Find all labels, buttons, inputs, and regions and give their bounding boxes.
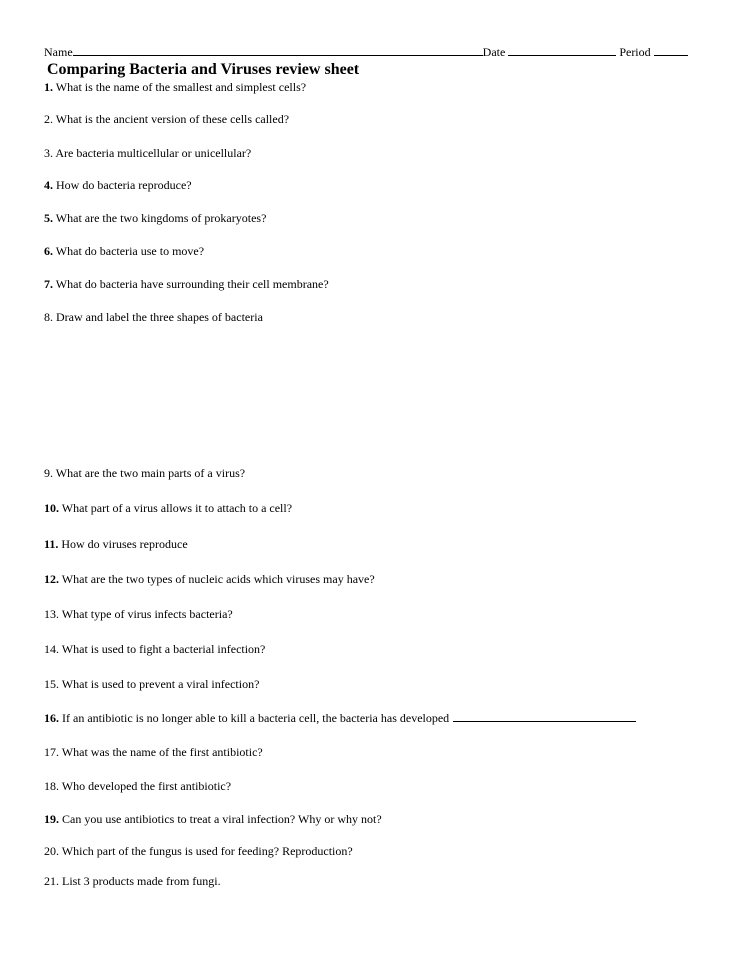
question-number: 10. — [44, 501, 59, 515]
question-item — [44, 537, 188, 552]
question-item — [44, 80, 306, 95]
header-line — [44, 44, 706, 60]
question-item — [44, 112, 289, 127]
question-item — [44, 779, 231, 794]
date-field[interactable] — [508, 44, 616, 56]
period-field[interactable] — [654, 44, 688, 56]
question-text: What was the name of the first antibiotic? — [61, 745, 263, 759]
question-text: List 3 products made from fungi. — [62, 874, 221, 888]
question-text: What type of virus infects bacteria? — [61, 607, 233, 621]
question-text: What part of a virus allows it to attach to a cell? — [61, 501, 293, 515]
name-label: Name — [44, 45, 73, 59]
question-number: 19. — [44, 812, 59, 826]
question-number: 14. — [44, 642, 59, 656]
question-item — [44, 277, 329, 292]
answer-blank[interactable] — [453, 711, 636, 722]
question-item — [44, 211, 266, 226]
question-number: 13. — [44, 607, 59, 621]
question-number: 18. — [44, 779, 59, 793]
question-number: 6. — [44, 244, 53, 258]
question-item — [44, 178, 192, 193]
question-text: What do bacteria have surrounding their cell membrane? — [55, 277, 329, 291]
question-text: What is the ancient version of these cells called? — [55, 112, 290, 126]
question-item — [44, 146, 251, 161]
period-label: Period — [619, 45, 651, 59]
question-number: 21. — [44, 874, 59, 888]
question-number: 7. — [44, 277, 53, 291]
question-number: 1. — [44, 80, 53, 94]
question-text: If an antibiotic is no longer able to kill a bacteria cell, the bacteria has developed — [62, 711, 450, 725]
question-text: What is used to fight a bacterial infection? — [61, 642, 266, 656]
question-text: How do viruses reproduce — [61, 537, 188, 551]
question-number: 12. — [44, 572, 59, 586]
question-item — [44, 711, 636, 726]
question-text: What are the two main parts of a virus? — [55, 466, 246, 480]
question-text: What are the two types of nucleic acids which viruses may have? — [61, 572, 375, 586]
question-text: Can you use antibiotics to treat a viral infection? Why or why not? — [62, 812, 382, 826]
question-item — [44, 244, 204, 259]
question-text: What are the two kingdoms of prokaryotes? — [55, 211, 267, 225]
question-item — [44, 466, 245, 481]
question-number: 17. — [44, 745, 59, 759]
question-number: 9. — [44, 466, 53, 480]
question-number: 16. — [44, 711, 59, 725]
question-item — [44, 812, 382, 827]
question-text: What is the name of the smallest and simplest cells? — [55, 80, 307, 94]
question-item — [44, 607, 233, 622]
question-item — [44, 310, 263, 325]
question-number: 3. — [44, 146, 53, 160]
question-item — [44, 844, 353, 859]
question-item — [44, 572, 375, 587]
question-number: 11. — [44, 537, 59, 551]
date-label: Date — [482, 45, 506, 59]
question-number: 15. — [44, 677, 59, 691]
question-text: Draw and label the three shapes of bacteria — [56, 310, 263, 324]
question-item — [44, 501, 292, 516]
question-text: Are bacteria multicellular or unicellular? — [55, 146, 252, 160]
question-text: What is used to prevent a viral infection? — [61, 677, 260, 691]
question-item — [44, 677, 259, 692]
question-text: Which part of the fungus is used for feeding? Reproduction? — [61, 844, 353, 858]
question-number: 8. — [44, 310, 53, 324]
question-item — [44, 642, 265, 657]
question-number: 20. — [44, 844, 59, 858]
page-title: Comparing Bacteria and Viruses review sheet — [47, 61, 360, 78]
question-number: 4. — [44, 178, 53, 192]
question-text: Who developed the first antibiotic? — [61, 779, 232, 793]
name-field[interactable] — [73, 44, 483, 56]
question-item — [44, 745, 263, 760]
question-number: 2. — [44, 112, 53, 126]
question-text: What do bacteria use to move? — [55, 244, 205, 258]
question-item — [44, 874, 221, 889]
question-number: 5. — [44, 211, 53, 225]
question-text: How do bacteria reproduce? — [56, 178, 192, 192]
